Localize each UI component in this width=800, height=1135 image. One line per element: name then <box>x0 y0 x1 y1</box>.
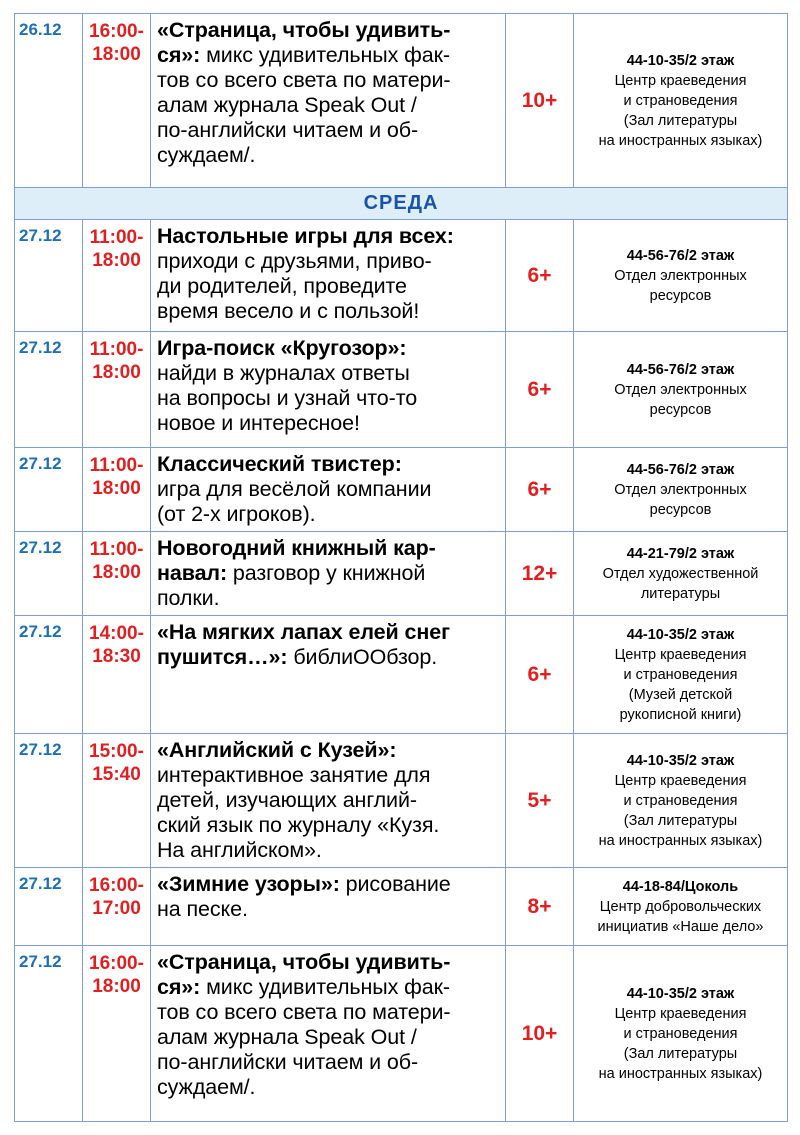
event-title-part: «Зимние узоры»: <box>157 872 340 896</box>
event-location <box>574 946 788 1122</box>
event-description <box>151 616 506 734</box>
location-line: Центр добровольческих <box>599 898 762 915</box>
location-line: и страноведения <box>623 92 738 109</box>
event-text-part: интерактивное занятие для <box>157 763 431 787</box>
age-rating: 6+ <box>506 448 574 532</box>
description-line <box>157 872 499 897</box>
location-line: Отдел электронных <box>614 381 747 398</box>
location-phone: 44-10-35/2 этаж <box>626 626 735 643</box>
description-line <box>157 536 499 561</box>
description-line <box>157 502 499 527</box>
day-header-row <box>15 188 788 220</box>
event-time <box>83 616 151 734</box>
event-description <box>151 332 506 448</box>
location-phone: 44-56-76/2 этаж <box>626 461 735 478</box>
age-rating: 5+ <box>506 734 574 868</box>
event-date: 27.12 <box>15 868 83 946</box>
event-title-part: «Страница, чтобы удивить- <box>157 18 451 42</box>
description-line <box>157 386 499 411</box>
event-location <box>574 220 788 332</box>
event-date: 27.12 <box>15 448 83 532</box>
location-line: ресурсов <box>649 501 712 518</box>
event-title-part: «Страница, чтобы удивить- <box>157 950 451 974</box>
schedule-sheet <box>14 13 788 1122</box>
description-line <box>157 1025 499 1050</box>
event-date: 27.12 <box>15 946 83 1122</box>
description-line <box>157 586 499 611</box>
location-line: и страноведения <box>623 666 738 683</box>
description-line <box>157 143 499 168</box>
day-header: СРЕДА <box>15 188 788 220</box>
event-row <box>15 532 788 616</box>
event-title-part: Игра-поиск «Кругозор»: <box>157 336 407 360</box>
event-text-part: тов со всего света по матери- <box>157 1000 451 1024</box>
description-line <box>157 224 499 249</box>
location-line: на иностранных языках) <box>598 132 763 149</box>
description-line <box>157 645 499 670</box>
description-line <box>157 43 499 68</box>
location-line: Центр краеведения <box>614 1005 747 1022</box>
age-rating: 6+ <box>506 332 574 448</box>
description-line <box>157 975 499 1000</box>
location-line: инициатив «Наше дело» <box>597 918 764 935</box>
event-title-part: Новогодний книжный кар- <box>157 536 436 560</box>
event-text-part: (от 2-х игроков). <box>157 502 316 526</box>
description-line <box>157 738 499 763</box>
event-time <box>83 14 151 188</box>
event-time-line: 11:00- <box>89 227 144 248</box>
description-line <box>157 411 499 436</box>
event-date: 26.12 <box>15 14 83 188</box>
event-date: 27.12 <box>15 616 83 734</box>
age-rating: 12+ <box>506 532 574 616</box>
event-row <box>15 332 788 448</box>
event-time-line: 14:00- <box>89 623 144 644</box>
event-time-line: 17:00 <box>92 898 141 919</box>
event-text-part: разговор у книжной <box>227 561 426 585</box>
event-text-part: игра для весёлой компании <box>157 477 432 501</box>
event-text-part: ский язык по журналу «Кузя. <box>157 813 440 837</box>
event-text-part: тов со всего света по матери- <box>157 68 451 92</box>
event-time-line: 11:00- <box>89 539 144 560</box>
location-phone: 44-21-79/2 этаж <box>626 545 735 562</box>
age-rating: 10+ <box>506 946 574 1122</box>
event-text-part: приходи с друзьями, приво- <box>157 249 432 273</box>
event-location <box>574 532 788 616</box>
event-date: 27.12 <box>15 332 83 448</box>
event-text-part: микс удивительных фак- <box>200 43 450 67</box>
event-text-part: найди в журналах ответы <box>157 361 410 385</box>
description-line <box>157 477 499 502</box>
event-title-part: Настольные игры для всех: <box>157 224 454 248</box>
event-time <box>83 734 151 868</box>
description-line <box>157 763 499 788</box>
event-time-line: 18:00 <box>92 362 141 383</box>
schedule-table <box>14 13 788 1122</box>
event-row <box>15 946 788 1122</box>
age-rating: 6+ <box>506 220 574 332</box>
event-time-line: 18:00 <box>92 44 141 65</box>
event-row <box>15 220 788 332</box>
event-time-line: 18:00 <box>92 976 141 997</box>
event-date: 27.12 <box>15 532 83 616</box>
location-phone: 44-10-35/2 этаж <box>626 52 735 69</box>
event-text-part: ди родителей, проведите <box>157 274 407 298</box>
event-text-part: полки. <box>157 586 220 610</box>
event-title-part: ся»: <box>157 43 201 67</box>
location-line: ресурсов <box>649 401 712 418</box>
event-row <box>15 868 788 946</box>
description-line <box>157 897 499 922</box>
event-title-part: «Английский с Кузей»: <box>157 738 397 762</box>
description-line <box>157 813 499 838</box>
location-line: (Зал литературы <box>623 1045 738 1062</box>
description-line <box>157 68 499 93</box>
location-line: рукописной книги) <box>619 706 742 723</box>
event-location <box>574 616 788 734</box>
event-text-part: новое и интересное! <box>157 411 360 435</box>
event-time <box>83 220 151 332</box>
event-time <box>83 448 151 532</box>
age-rating: 8+ <box>506 868 574 946</box>
description-line <box>157 18 499 43</box>
age-rating: 6+ <box>506 616 574 734</box>
event-time-line: 11:00- <box>89 455 144 476</box>
location-line: на иностранных языках) <box>598 1065 763 1082</box>
event-text-part: алам журнала Speak Out / <box>157 1025 417 1049</box>
event-time <box>83 532 151 616</box>
description-line <box>157 1075 499 1100</box>
event-text-part: по-английски читаем и об- <box>157 118 419 142</box>
event-text-part: На английском». <box>157 838 322 862</box>
description-line <box>157 788 499 813</box>
location-line: (Зал литературы <box>623 112 738 129</box>
event-row <box>15 734 788 868</box>
event-text-part: рисование <box>339 872 451 896</box>
event-text-part: библиООбзор. <box>287 645 438 669</box>
location-phone: 44-56-76/2 этаж <box>626 361 735 378</box>
description-line <box>157 93 499 118</box>
description-line <box>157 249 499 274</box>
description-line <box>157 452 499 477</box>
event-location <box>574 734 788 868</box>
location-line: литературы <box>640 585 721 602</box>
event-row <box>15 616 788 734</box>
description-line <box>157 299 499 324</box>
event-time-line: 15:40 <box>92 764 141 785</box>
event-text-part: на вопросы и узнай что-то <box>157 386 418 410</box>
event-description <box>151 946 506 1122</box>
event-time-line: 16:00- <box>89 875 144 896</box>
event-time-line: 18:00 <box>92 478 141 499</box>
location-line: Отдел художественной <box>602 565 759 582</box>
location-phone: 44-18-84/Цоколь <box>622 878 739 895</box>
description-line <box>157 838 499 863</box>
event-description <box>151 734 506 868</box>
description-line <box>157 118 499 143</box>
event-time-line: 18:30 <box>92 646 141 667</box>
event-text-part: алам журнала Speak Out / <box>157 93 417 117</box>
event-title-part: навал: <box>157 561 228 585</box>
event-time-line: 16:00- <box>89 21 144 42</box>
location-phone: 44-56-76/2 этаж <box>626 247 735 264</box>
location-line: (Зал литературы <box>623 812 738 829</box>
event-date: 27.12 <box>15 220 83 332</box>
event-location <box>574 332 788 448</box>
event-text-part: время весело и с пользой! <box>157 299 420 323</box>
event-description <box>151 220 506 332</box>
event-date: 27.12 <box>15 734 83 868</box>
event-time-line: 11:00- <box>89 339 144 360</box>
event-location <box>574 14 788 188</box>
event-description <box>151 14 506 188</box>
event-location <box>574 448 788 532</box>
location-line: на иностранных языках) <box>598 832 763 849</box>
location-line: Центр краеведения <box>614 772 747 789</box>
event-text-part: детей, изучающих англий- <box>157 788 417 812</box>
event-description <box>151 448 506 532</box>
location-line: и страноведения <box>623 792 738 809</box>
event-time-line: 18:00 <box>92 562 141 583</box>
location-phone: 44-10-35/2 этаж <box>626 752 735 769</box>
event-time <box>83 332 151 448</box>
age-rating: 10+ <box>506 14 574 188</box>
event-title-part: Классический твистер: <box>157 452 402 476</box>
description-line <box>157 1050 499 1075</box>
description-line <box>157 561 499 586</box>
event-time-line: 16:00- <box>89 953 144 974</box>
description-line <box>157 274 499 299</box>
location-phone: 44-10-35/2 этаж <box>626 985 735 1002</box>
description-line <box>157 950 499 975</box>
description-line <box>157 1000 499 1025</box>
event-text-part: суждаем/. <box>157 143 256 167</box>
event-row <box>15 14 788 188</box>
event-description <box>151 868 506 946</box>
location-line: Отдел электронных <box>614 481 747 498</box>
description-line <box>157 620 499 645</box>
event-title-part: ся»: <box>157 975 201 999</box>
location-line: Отдел электронных <box>614 267 747 284</box>
event-time <box>83 946 151 1122</box>
event-title-part: пушится…»: <box>157 645 288 669</box>
event-time-line: 18:00 <box>92 250 141 271</box>
location-line: ресурсов <box>649 287 712 304</box>
location-line: Центр краеведения <box>614 646 747 663</box>
event-row <box>15 448 788 532</box>
event-location <box>574 868 788 946</box>
event-text-part: микс удивительных фак- <box>200 975 450 999</box>
event-text-part: суждаем/. <box>157 1075 256 1099</box>
event-description <box>151 532 506 616</box>
event-time <box>83 868 151 946</box>
event-time-line: 15:00- <box>89 741 144 762</box>
location-line: и страноведения <box>623 1025 738 1042</box>
description-line <box>157 361 499 386</box>
location-line: Центр краеведения <box>614 72 747 89</box>
description-line <box>157 336 499 361</box>
event-text-part: на песке. <box>157 897 248 921</box>
event-text-part: по-английски читаем и об- <box>157 1050 419 1074</box>
event-title-part: «На мягких лапах елей снег <box>157 620 450 644</box>
location-line: (Музей детской <box>628 686 733 703</box>
